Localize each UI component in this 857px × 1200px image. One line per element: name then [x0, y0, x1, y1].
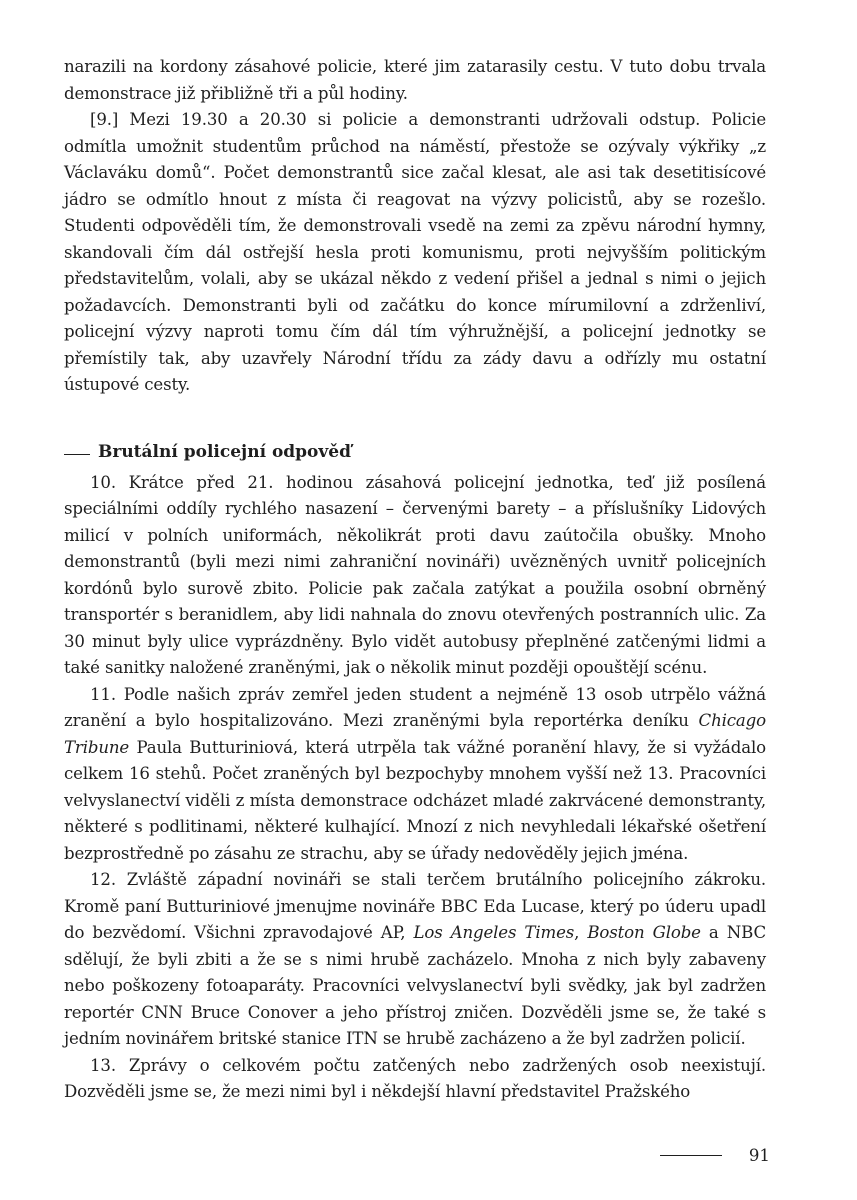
text-run: narazili na kordony zásahové policie, které jim zatarasily cestu. V tuto dobu trvala demonstrace již přibližně tři a půl hodiny. — [64, 57, 766, 103]
intro-paragraphs — [64, 54, 766, 399]
italic-title: Boston Globe — [587, 923, 701, 942]
italic-title: Chicago Tribune — [64, 711, 766, 757]
paragraph — [64, 54, 766, 107]
italic-title: Los Angeles Times — [413, 923, 575, 942]
section-paragraphs — [64, 470, 766, 1106]
paragraph — [64, 1053, 766, 1106]
page-body — [64, 54, 766, 1106]
heading-rule — [64, 454, 90, 455]
paragraph — [64, 867, 766, 1053]
paragraph — [64, 682, 766, 868]
section-heading — [64, 439, 766, 465]
text-run: 10. Krátce před 21. hodinou zásahová policejní jednotka, teď již posílená speciálními oddíly rychlého nasazení – červenými barety – a příslušníky Lidových milicí v polních uniformách, několikrát proti davu zaútočila obušky. Mnoho demonstrantů (byli mezi nimi zahraniční novináři) uvězněných uvnitř policejních kordónů bylo surově zbito. Policie pak začala zatýkat a použila osobní obrněný transportér s beranidlem, aby lidi nahnala do znovu otevřených postranních ulic. Za 30 minut byly ulice vyprázdněny. Bylo vidět autobusy přeplněné zatčenými lidmi a také sanitky naložené zraněnými, jak o několik minut později opouštějí scénu. — [64, 472, 766, 677]
text-run: 11. Podle našich zpráv zemřel jeden student a nejméně 13 osob utrpělo vážná zranění a bylo hospitalizováno. Mezi zraněnými byla reportérka deníku — [64, 684, 766, 730]
text-run: a NBC sdělují, že byli zbiti a že se s nimi hrubě zacházelo. Mnoha z nich byly zabaveny nebo poškozeny fotoaparáty. Pracovníci velvyslanectví byli svědky, jak byl zadržen reportér CNN Bruce Conover a jeho přístroj zničen. Dozvěděli jsme se, že také s jedním novinářem britské stanice ITN se hrubě zacházeno a že byl zadržen policií. — [64, 923, 767, 1048]
page-footer — [660, 1146, 770, 1165]
text-run: 13. Zprávy o celkovém počtu zatčených nebo zadržených osob neexistují. Dozvěděli jsme se, že mezi nimi byl i někdejší hlavní představitel Pražského — [64, 1055, 766, 1101]
footer-rule — [660, 1155, 722, 1156]
paragraph — [64, 470, 766, 682]
text-run: , — [574, 923, 588, 942]
section-gap — [64, 399, 766, 439]
paragraph — [64, 107, 766, 399]
section-heading-text: Brutální policejní odpověď — [98, 441, 351, 462]
page-number: 91 — [748, 1146, 770, 1165]
text-run: 12. Zvláště západní novináři se stali terčem brutálního policejního zákroku. Kromě paní Butturiniové jmenujme novináře BBC Eda Lucase, který po úderu upadl do bezvědomí. Všichni zpravodajové AP, — [64, 870, 766, 942]
text-run: Paula Butturiniová, která utrpěla tak vážné poranění hlavy, že si vyžádalo celkem 16 stehů. Počet zraněných byl bezpochyby mnohem vyšší než 13. Pracovníci velvyslanectví viděli z místa demonstrace odcházet mladé zakrvácené demonstranty, některé s podlitinami, některé kulhající. Mnozí z nich nevyhledali lékařské ošetření bezprostředně po zásahu ze strachu, aby se úřady nedověděly jejich jména. — [64, 737, 766, 863]
text-run: [9.] Mezi 19.30 a 20.30 si policie a demonstranti udržovali odstup. Policie odmítla umožnit studentům průchod na náměstí, přestože se ozývaly výkřiky „z Václaváku domů“. Počet demonstrantů sice začal klesat, ale asi tak desetitisícové jádro se odmítlo hnout z místa či reagovat na výzvy policistů, aby se rozešlo. Studenti odpověděli tím, že demonstrovali vsedě na zemi za zpěvu národní hymny, skandovali čím dál ostřejší hesla proti komunismu, proti nejvyšším politickým představitelům, volali, aby se ukázal někdo z vedení přišel a jednal s nimi o jejich požadavcích. Demonstranti byli od začátku do konce mírumilovní a zdrženliví, policejní výzvy naproti tomu čím dál tím výhružnější, a policejní jednotky se přemístily tak, aby uzavřely Národní třídu za zády davu a odřízly mu ostatní ústupové cesty. — [64, 110, 766, 394]
